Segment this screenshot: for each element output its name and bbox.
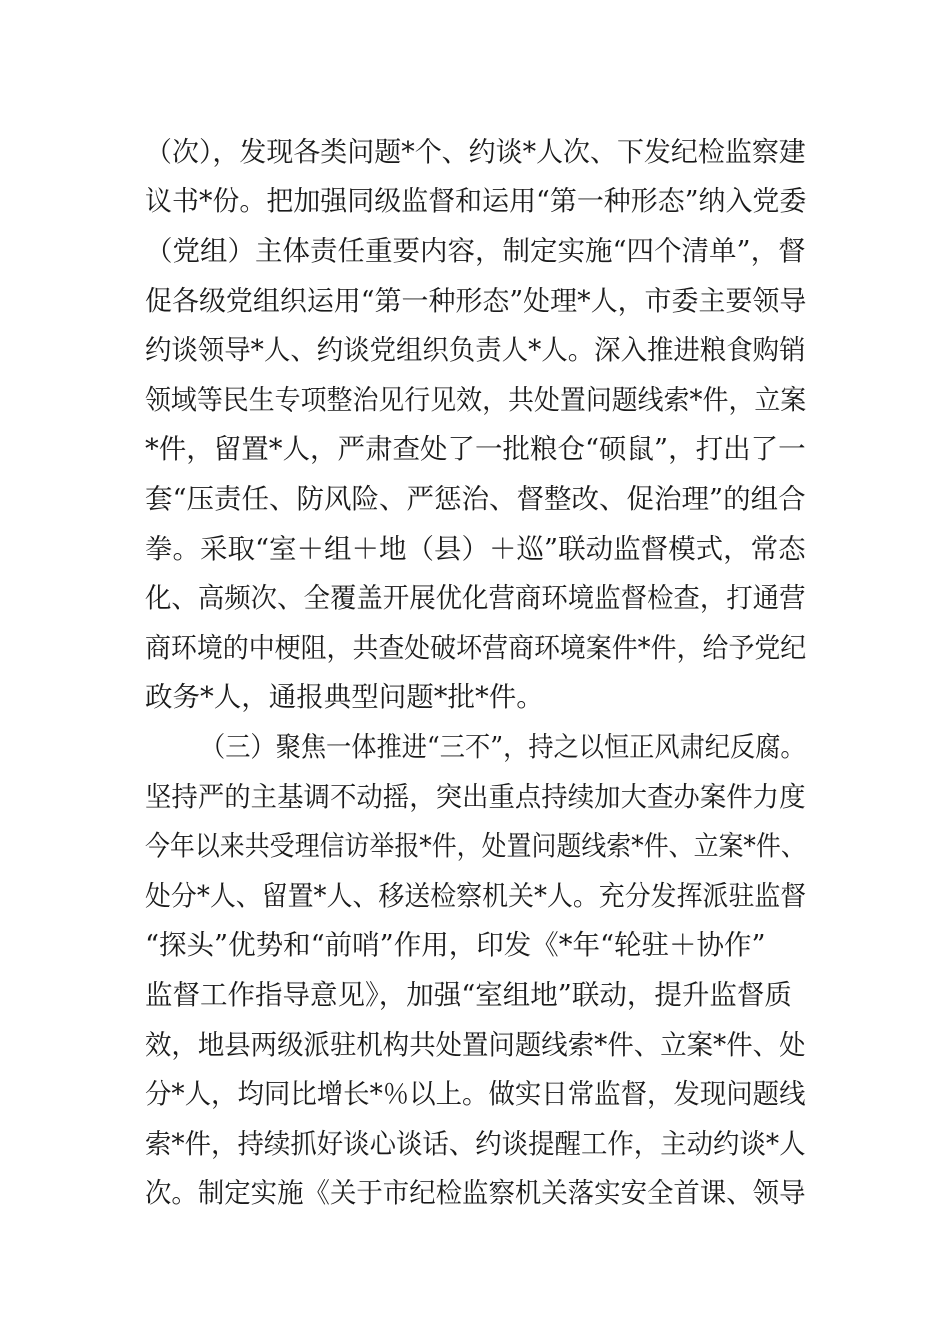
text-line: *件，留置*人，严肃查处了一批粮仓“硕鼠”，打出了一 [145,433,806,465]
text-line: “探头”优势和“前哨”作用，印发《*年“轮驻＋协作” [145,929,766,961]
text-line: 套“压责任、防风险、严惩治、督整改、促治理”的组合 [145,483,806,515]
text-line: （次），发现各类问题*个、约谈*人次、下发纪检监察建 [145,136,806,168]
text-line: 约谈领导*人、约谈党组织负责人*人。深入推进粮食购销 [145,334,806,366]
text-line: （党组）主体责任重要内容，制定实施“四个清单”，督 [145,235,806,267]
text-line: 拳。采取“室＋组＋地（县）＋巡”联动监督模式，常态 [145,533,806,565]
text-line: 监督工作指导意见》，加强“室组地”联动，提升监督质 [145,979,792,1011]
text-line: 化、高频次、全覆盖开展优化营商环境监督检查，打通营 [145,582,806,614]
text-line: 促各级党组织运用“第一种形态”处理*人，市委主要领导 [145,285,807,317]
text-line: 今年以来共受理信访举报*件，处置问题线索*件、立案*件、 [145,830,806,862]
text-line: 处分*人、留置*人、移送检察机关*人。充分发挥派驻监督 [145,880,807,912]
text-line: 坚持严的主基调不动摇，突出重点持续加大查办案件力度 [145,781,806,813]
section-heading: （三）聚焦一体推进“三不”，持之以恒正风肃纪反腐。 [200,731,806,763]
text-line: 索*件，持续抓好谈心谈话、约谈提醒工作，主动约谈*人 [145,1128,806,1160]
text-line: 议书*份。把加强同级监督和运用“第一种形态”纳入党委 [145,185,807,217]
text-line: 商环境的中梗阻，共查处破坏营商环境案件*件，给予党纪 [145,632,807,664]
text-line: 效，地县两级派驻机构共处置问题线索*件、立案*件、处 [145,1029,806,1061]
text-line: 领域等民生专项整治见行见效，共处置问题线索*件，立案 [145,384,807,416]
text-line: 分*人，均同比增长*％以上。做实日常监督，发现问题线 [145,1078,806,1110]
text-line: 次。制定实施《关于市纪检监察机关落实安全首课、领导 [145,1177,806,1209]
text-line: 政务*人，通报典型问题*批*件。 [145,681,544,713]
